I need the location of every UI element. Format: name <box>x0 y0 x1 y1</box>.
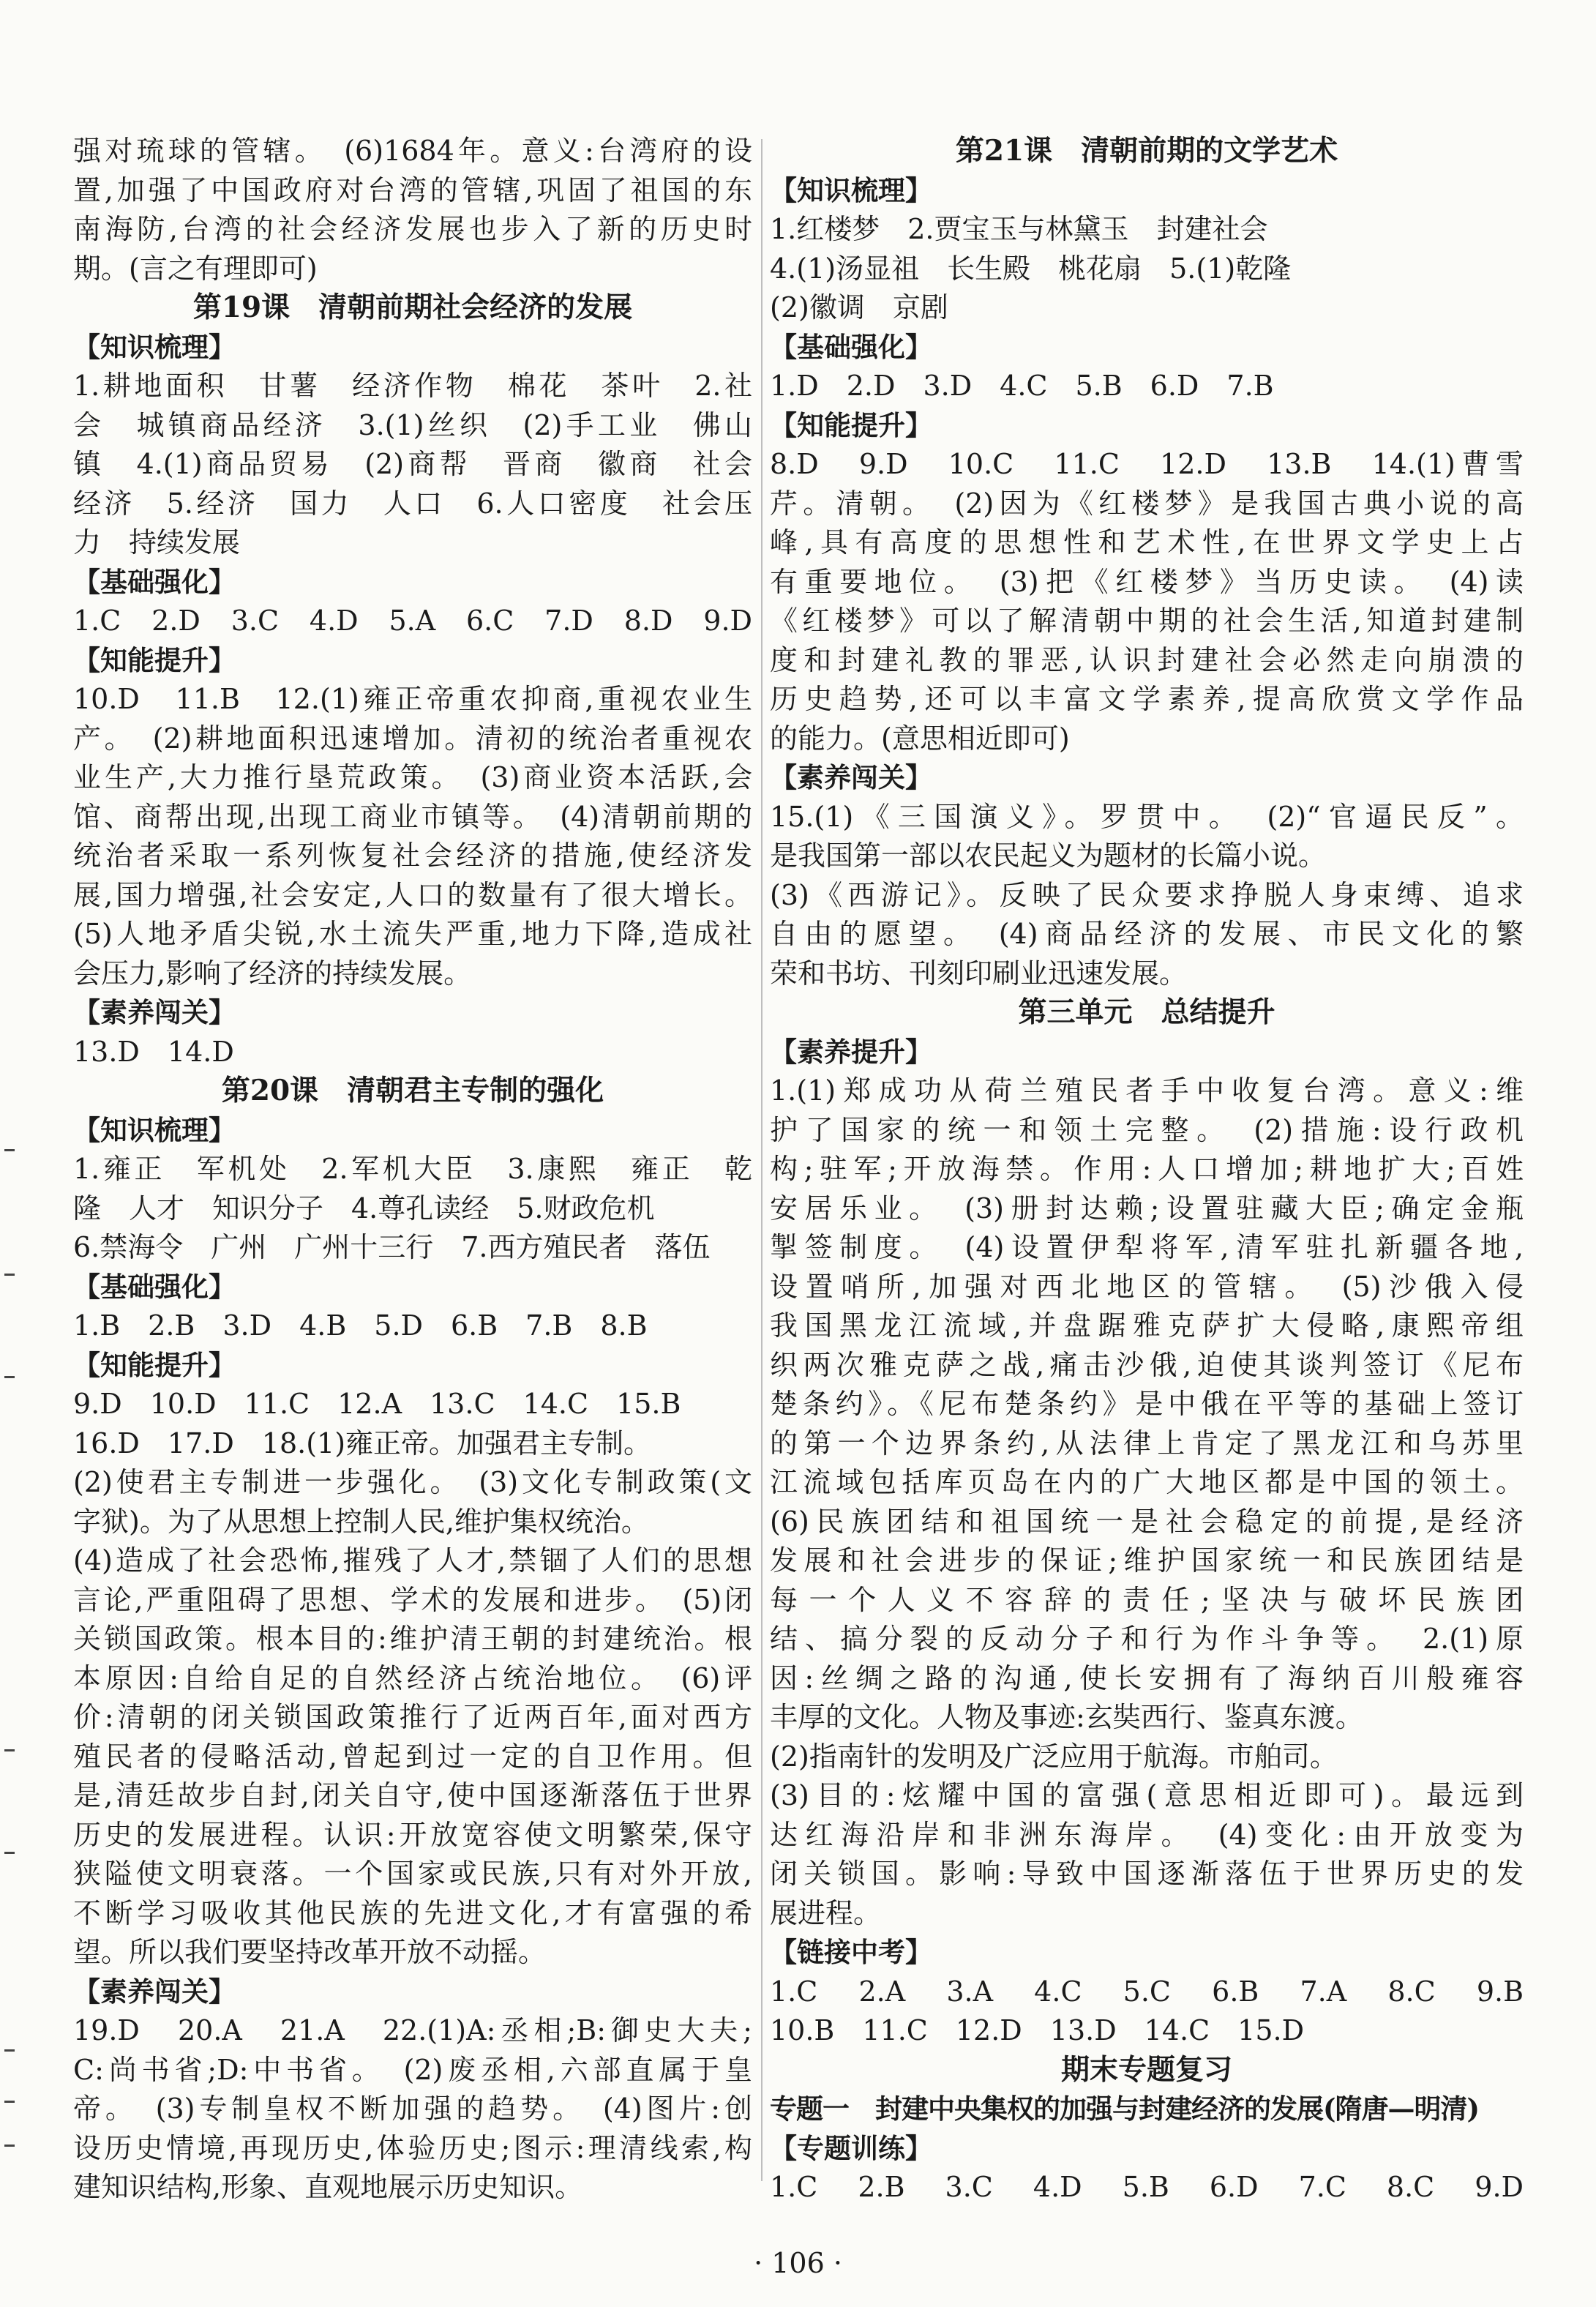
text-line: 1.红楼梦 2.贾宝玉与林黛玉 封建社会 <box>770 213 1268 245</box>
lesson-heading: 第三单元 总结提升 <box>1018 995 1275 1029</box>
text-line: 置,加强了中国政府对台湾的管辖,巩固了祖国的东 <box>73 173 752 206</box>
text-line: 帝。 (3)专制皇权不断加强的趋势。 (4)图片:创 <box>73 2093 752 2125</box>
text-line: 历史的发展进程。认识:开放宽容使文明繁荣,保守 <box>73 1818 752 1851</box>
text-line: (3)《西游记》。反映了民众要求挣脱人身束缚、追求 <box>770 878 1524 911</box>
text-line: 安居乐业。 (3)册封达赖;设置驻藏大臣;确定金瓶 <box>770 1192 1524 1224</box>
text-line: 言论,严重阻碍了思想、学术的发展和进步。 (5)闭 <box>73 1583 752 1616</box>
text-line: (3)目的:炫耀中国的富强(意思相近即可)。最远到 <box>770 1779 1524 1811</box>
text-line: 设历史情境,再现历史,体验历史;图示:理清线索,构 <box>73 2131 752 2164</box>
text-line: 19.D 20.A 21.A 22.(1)A:丞相;B:御史大夫; <box>73 2014 752 2046</box>
text-line: 丰厚的文化。人物及事迹:玄奘西行、鉴真东渡。 <box>770 1701 1363 1733</box>
section-heading: 【知能提升】 <box>770 408 932 441</box>
text-line: 会压力,影响了经济的持续发展。 <box>73 957 472 990</box>
text-line: 的能力。(意思相近即可) <box>770 722 1070 755</box>
text-line: 因:丝绸之路的沟通,使长安拥有了海纳百川般雍容 <box>770 1661 1524 1694</box>
section-heading: 【知识梳理】 <box>73 1113 236 1146</box>
text-line: 6.禁海令 广州 广州十三行 7.西方殖民者 落伍 <box>73 1231 711 1263</box>
text-line: 1.D 2.D 3.D 4.C 5.B 6.D 7.B <box>770 370 1274 402</box>
text-line: 狭隘使文明衰落。一个国家或民族,只有对外开放, <box>73 1858 752 1890</box>
lesson-heading: 期末专题复习 <box>1060 2052 1232 2087</box>
topic-heading: 专题一 封建中央集权的加强与封建经济的发展(隋唐—明清) <box>770 2093 1480 2125</box>
text-line: 是,清廷故步自封,闭关自守,使中国逐渐落伍于世界 <box>73 1779 752 1811</box>
section-heading: 【知识梳理】 <box>73 330 236 363</box>
section-heading: 【素养闯关】 <box>770 761 932 793</box>
text-line: 期。(言之有理即可) <box>73 252 318 285</box>
text-line: 殖民者的侵略活动,曾起到过一定的自卫作用。但 <box>73 1740 752 1773</box>
text-line: 字狱)。为了从思想上控制人民,维护集权统治。 <box>73 1505 649 1538</box>
text-line: 16.D 17.D 18.(1)雍正帝。加强君主专制。 <box>73 1427 652 1459</box>
text-line: 1.B 2.B 3.D 4.B 5.D 6.B 7.B 8.B <box>73 1309 648 1342</box>
text-line: 镇 4.(1)商品贸易 (2)商帮 晋商 徽商 社会 <box>73 448 752 480</box>
text-line: 统治者采取一系列恢复社会经济的措施,使经济发 <box>73 840 752 872</box>
text-line: 1.耕地面积 甘薯 经济作物 棉花 茶叶 2.社 <box>73 370 752 402</box>
text-line: 1.C 2.D 3.C 4.D 5.A 6.C 7.D 8.D 9.D <box>73 605 752 637</box>
text-line: 构;驻军;开放海禁。作用:人口增加;耕地扩大;百姓 <box>770 1153 1524 1185</box>
section-heading: 【素养闯关】 <box>73 996 236 1028</box>
section-heading: 【素养闯关】 <box>73 1975 236 2008</box>
text-line: 10.B 11.C 12.D 13.D 14.C 15.D <box>770 2014 1305 2046</box>
text-line: 9.D 10.D 11.C 12.A 13.C 14.C 15.B <box>73 1388 681 1420</box>
text-line: 达红海沿岸和非洲东海岸。 (4)变化:由开放变为 <box>770 1818 1524 1851</box>
section-heading: 【基础强化】 <box>770 330 932 363</box>
text-line: 掣签制度。 (4)设置伊犁将军,清军驻扎新疆各地, <box>770 1231 1524 1263</box>
section-heading: 【知识梳理】 <box>770 173 932 206</box>
section-heading: 【知能提升】 <box>73 643 236 676</box>
text-line: 展,国力增强,社会安定,人口的数量有了很大增长。 <box>73 878 752 911</box>
text-line: 产。 (2)耕地面积迅速增加。清初的统治者重视农 <box>73 722 752 755</box>
text-line: 峰,具有高度的思想性和艺术性,在世界文学史上占 <box>770 526 1524 558</box>
lesson-heading: 第21课 清朝前期的文学艺术 <box>955 134 1338 168</box>
text-line: 历史趋势,还可以丰富文学素养,提高欣赏文学作品 <box>770 683 1524 715</box>
text-line: 望。所以我们要坚持改革开放不动摇。 <box>73 1936 547 1968</box>
text-line: 楚条约》。《尼布楚条约》是中俄在平等的基础上签订 <box>770 1388 1524 1420</box>
right-column <box>770 132 1524 2207</box>
text-line: 织两次雅克萨之战,痛击沙俄,迫使其谈判签订《尼布 <box>770 1348 1524 1381</box>
section-heading: 【链接中考】 <box>770 1936 932 1968</box>
text-line: (2)徽调 京剧 <box>770 291 948 324</box>
section-heading: 【素养提升】 <box>770 1035 932 1068</box>
text-line: 4.(1)汤显祖 长生殿 桃花扇 5.(1)乾隆 <box>770 252 1292 285</box>
text-line: 8.D 9.D 10.C 11.C 12.D 13.B 14.(1)曹雪 <box>770 448 1524 480</box>
text-line: 会 城镇商品经济 3.(1)丝织 (2)手工业 佛山 <box>73 408 752 441</box>
text-line: 闭关锁国。影响:导致中国逐渐落伍于世界历史的发 <box>770 1858 1524 1890</box>
text-line: 荣和书坊、刊刻印刷业迅速发展。 <box>770 957 1188 990</box>
text-line: 有重要地位。 (3)把《红楼梦》当历史读。 (4)读 <box>770 565 1524 598</box>
text-line: 是我国第一部以农民起义为题材的长篇小说。 <box>770 840 1327 872</box>
text-line: 建知识结构,形象、直观地展示历史知识。 <box>73 2171 583 2203</box>
text-line: 馆、商帮出现,出现工商业市镇等。 (4)清朝前期的 <box>73 800 752 833</box>
lesson-heading: 第20课 清朝君主专制的强化 <box>221 1074 604 1107</box>
text-line: 1.雍正 军机处 2.军机大臣 3.康熙 雍正 乾 <box>73 1153 752 1185</box>
text-line: 设置哨所,加强对西北地区的管辖。 (5)沙俄入侵 <box>770 1270 1524 1303</box>
text-line: (6)民族团结和祖国统一是社会稳定的前提,是经济 <box>770 1505 1524 1538</box>
text-line: 展进程。 <box>770 1896 882 1929</box>
text-line: 经济 5.经济 国力 人口 6.人口密度 社会压 <box>73 487 752 520</box>
text-line: (2)指南针的发明及广泛应用于航海。市舶司。 <box>770 1740 1338 1773</box>
text-line: 业生产,大力推行垦荒政策。 (3)商业资本活跃,会 <box>73 761 752 793</box>
section-heading: 【专题训练】 <box>770 2131 932 2164</box>
text-line: (2)使君主专制进一步强化。 (3)文化专制政策(文 <box>73 1466 752 1498</box>
text-line: 护了国家的统一和领土完整。 (2)措施:设行政机 <box>770 1113 1524 1146</box>
text-line: 的第一个边界条约,从法律上肯定了黑龙江和乌苏里 <box>770 1427 1524 1459</box>
text-line: 江流域包括库页岛在内的广大地区都是中国的领土。 <box>770 1466 1524 1498</box>
text-line: 度和封建礼教的罪恶,认识封建社会必然走向崩溃的 <box>770 643 1524 676</box>
text-line: 本原因:自给自足的自然经济占统治地位。 (6)评 <box>73 1661 752 1694</box>
text-line: 1.C 2.B 3.C 4.D 5.B 6.D 7.C 8.C 9.D <box>770 2171 1524 2203</box>
text-line: 强对琉球的管辖。 (6)1684年。意义:台湾府的设 <box>73 135 752 167</box>
text-line: 南海防,台湾的社会经济发展也步入了新的历史时 <box>73 213 752 245</box>
text-line: 力 持续发展 <box>73 526 241 558</box>
text-line: 每一个人义不容辞的责任;坚决与破坏民族团 <box>770 1583 1524 1616</box>
text-line: 价:清朝的闭关锁国政策推行了近两百年,面对西方 <box>73 1701 752 1733</box>
text-line: (4)造成了社会恐怖,摧残了人才,禁锢了人们的思想 <box>73 1544 752 1577</box>
text-line: 隆 人才 知识分子 4.尊孔读经 5.财政危机 <box>73 1192 655 1224</box>
text-line: C:尚书省;D:中书省。 (2)废丞相,六部直属于皇 <box>73 2053 752 2086</box>
text-line: 发展和社会进步的保证;维护国家统一和民族团结是 <box>770 1544 1524 1577</box>
lesson-heading: 第19课 清朝前期社会经济的发展 <box>192 291 633 324</box>
section-heading: 【知能提升】 <box>73 1348 236 1381</box>
text-line: 13.D 14.D <box>73 1035 234 1068</box>
text-line: 自由的愿望。 (4)商品经济的发展、市民文化的繁 <box>770 918 1524 950</box>
text-line: 芹。清朝。 (2)因为《红楼梦》是我国古典小说的高 <box>770 487 1524 520</box>
text-line: 1.(1)郑成功从荷兰殖民者手中收复台湾。意义:维 <box>770 1074 1524 1107</box>
page-number: · 106 · <box>754 2247 842 2279</box>
section-heading: 【基础强化】 <box>73 565 236 598</box>
text-line: 关锁国政策。根本目的:维护清王朝的封建统治。根 <box>73 1623 752 1655</box>
text-line: (5)人地矛盾尖锐,水土流失严重,地力下降,造成社 <box>73 918 752 950</box>
text-line: 结、搞分裂的反动分子和行为作斗争等。 2.(1)原 <box>770 1623 1524 1655</box>
text-line: 不断学习吸收其他民族的先进文化,才有富强的希 <box>73 1896 752 1929</box>
left-column <box>73 132 752 2207</box>
text-line: 《红楼梦》可以了解清朝中期的社会生活,知道封建制 <box>770 605 1524 637</box>
column-divider <box>761 139 763 2181</box>
text-line: 1.C 2.A 3.A 4.C 5.C 6.B 7.A 8.C 9.B <box>770 1975 1524 2008</box>
text-line: 我国黑龙江流域,并盘踞雅克萨扩大侵略,康熙帝组 <box>770 1309 1524 1342</box>
text-line: 15.(1)《三国演义》。罗贯中。 (2)“官逼民反”。 <box>770 800 1524 833</box>
section-heading: 【基础强化】 <box>73 1270 236 1303</box>
left-margin-bleed <box>0 0 22 2307</box>
text-line: 10.D 11.B 12.(1)雍正帝重农抑商,重视农业生 <box>73 683 752 715</box>
